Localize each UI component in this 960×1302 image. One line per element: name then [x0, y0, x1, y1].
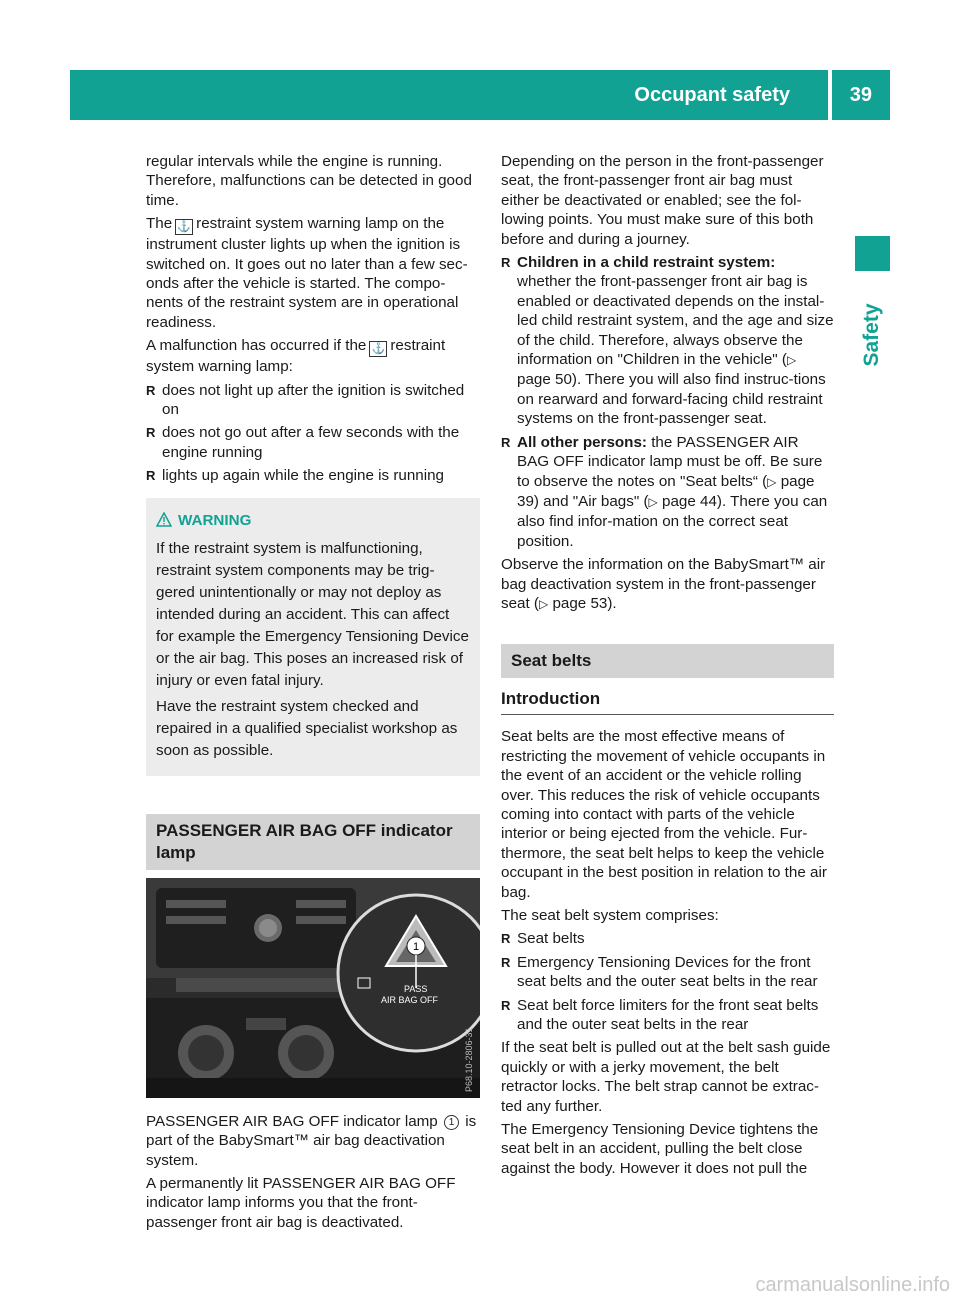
side-tab-label: Safety — [860, 303, 883, 367]
list-item: R does not go out after a few seconds with the engine running — [146, 423, 480, 462]
paragraph: The seat belt system comprises: — [501, 907, 719, 924]
page-reference[interactable]: page 44 — [662, 492, 717, 510]
paragraph: Observe the information on the BabySmart™ air bag deactivation system in the front-passenger seat (▷ page 53). — [501, 556, 826, 612]
list-item: R does not light up after the ignition is switched on — [146, 381, 480, 420]
paragraph: regular intervals while the engine is running. Therefore, malfunctions can be detected in good time. — [146, 153, 472, 209]
callout-number: 1 — [412, 940, 420, 953]
side-tab — [852, 285, 892, 385]
subsection-heading: Introduction — [501, 688, 834, 715]
header-divider — [828, 70, 832, 120]
list-item: R Seat belts — [501, 929, 834, 948]
page-reference[interactable]: page 50 — [517, 371, 572, 389]
list-item: R Emergency Tensioning Devices for the front seat belts and the outer seat belts in the rear — [501, 953, 834, 992]
right-column — [501, 152, 834, 1182]
paragraph: If the seat belt is pulled out at the belt sash guide quickly or with a jerky movement, the belt retractor locks. The belt strap cannot be extrac-ted any further. — [501, 1039, 831, 1115]
page-ref-arrow-icon: ▷ — [648, 494, 658, 509]
side-tab-block — [855, 236, 890, 271]
paragraph: A malfunction has occurred if the ⚓ restraint system warning lamp: — [146, 337, 446, 376]
list-item: R Children in a child restraint system: whether the front-passenger front air bag is enabled or deactivated depends on the instal-led child restraint system, and the age and size of the child. Therefore, always observe the information on "Children in the vehicle" (▷ page 50). There you will also find instruc-tions on rearward and forward-facing child restraint systems on the front-passenger seat. — [501, 253, 834, 429]
paragraph: A permanently lit PASSENGER AIR BAG OFF indicator lamp informs you that the front-passenger front air bag is deactivated. — [146, 1174, 456, 1231]
restraint-warning-icon: ⚓ — [175, 219, 193, 235]
left-column — [146, 152, 480, 1236]
photo-label: AIR BAG OFF — [381, 994, 439, 1005]
page-reference[interactable]: page 39 — [517, 472, 815, 510]
section-heading: PASSENGER AIR BAG OFF indicator lamp — [146, 814, 480, 870]
list-item: R All other persons: the PASSENGER AIR BAG OFF indicator lamp must be off. Be sure to observe the notes on "Seat belts“ (▷ page 39) and "Air bags" (▷ page 44). There you can also find infor-mation on the correct seat position. — [501, 433, 834, 551]
page-title: Occupant safety — [634, 84, 790, 106]
paragraph: Depending on the person in the front-passenger seat, the front-passenger front air bag must either be deactivated or enabled; see the fol-lowing points. You must make sure of this both before and during a journey. — [501, 153, 824, 248]
paragraph: Seat belts are the most effective means of restricting the movement of vehicle occupants in the event of an accident or the vehicle rolling over. This reduces the risk of vehicle occupants coming into contact with parts of the vehicle interior or being ejected from the vehicle. Fur-thermore, the seat belt helps to keep the vehicle occupant in the best position in relation to the air bag. — [501, 728, 827, 901]
list-item: R Seat belt force limiters for the front seat belts and the outer seat belts in the rear — [501, 996, 834, 1035]
warning-text: If the restraint system is malfunctioning, restraint system components may be trig-gered unintentionally or may not deploy as intended during an accident. This can affect for example the Emergency Tensioning Device or the air bag. This poses an increased risk of injury or even fatal injury. — [156, 539, 469, 689]
warning-box — [146, 498, 480, 776]
restraint-warning-icon: ⚓ — [369, 341, 387, 357]
warning-text: Have the restraint system checked and repaired in a qualified specialist workshop as soon as possible. — [156, 697, 458, 759]
page-number: 39 — [849, 84, 872, 106]
photo-label: PASS — [404, 983, 428, 994]
paragraph: The ⚓ restraint system warning lamp on the instrument cluster lights up when the ignition is switched on. It goes out no later than a few sec-onds after the vehicle is started. The compo-nents of the restraint system are in operational readiness. — [146, 215, 468, 331]
page-ref-arrow-icon: ▷ — [538, 596, 549, 611]
page-ref-arrow-icon: ▷ — [767, 474, 777, 489]
warning-triangle-icon — [156, 512, 172, 527]
page-reference[interactable]: page 53 — [552, 594, 608, 612]
callout-marker: 1 — [444, 1115, 459, 1130]
paragraph: The Emergency Tensioning Device tightens the seat belt in an accident, pulling the belt close against the body. However it does not pull the — [501, 1121, 819, 1177]
header-bar — [70, 70, 890, 120]
warning-heading — [156, 510, 470, 532]
section-heading: Seat belts — [501, 644, 834, 678]
footer-watermark: carmanualsonline.info — [755, 1274, 950, 1296]
list-item: R lights up again while the engine is running — [146, 466, 480, 485]
photo-code: P68.10-2806-31 — [464, 1027, 474, 1092]
warning-title: WARNING — [178, 511, 252, 529]
photo-caption: PASSENGER AIR BAG OFF indicator lamp 1 is part of the BabySmart™ air bag deactivation system. — [146, 1112, 477, 1169]
page-ref-arrow-icon: ▷ — [786, 353, 797, 368]
dashboard-photo — [146, 878, 480, 1098]
